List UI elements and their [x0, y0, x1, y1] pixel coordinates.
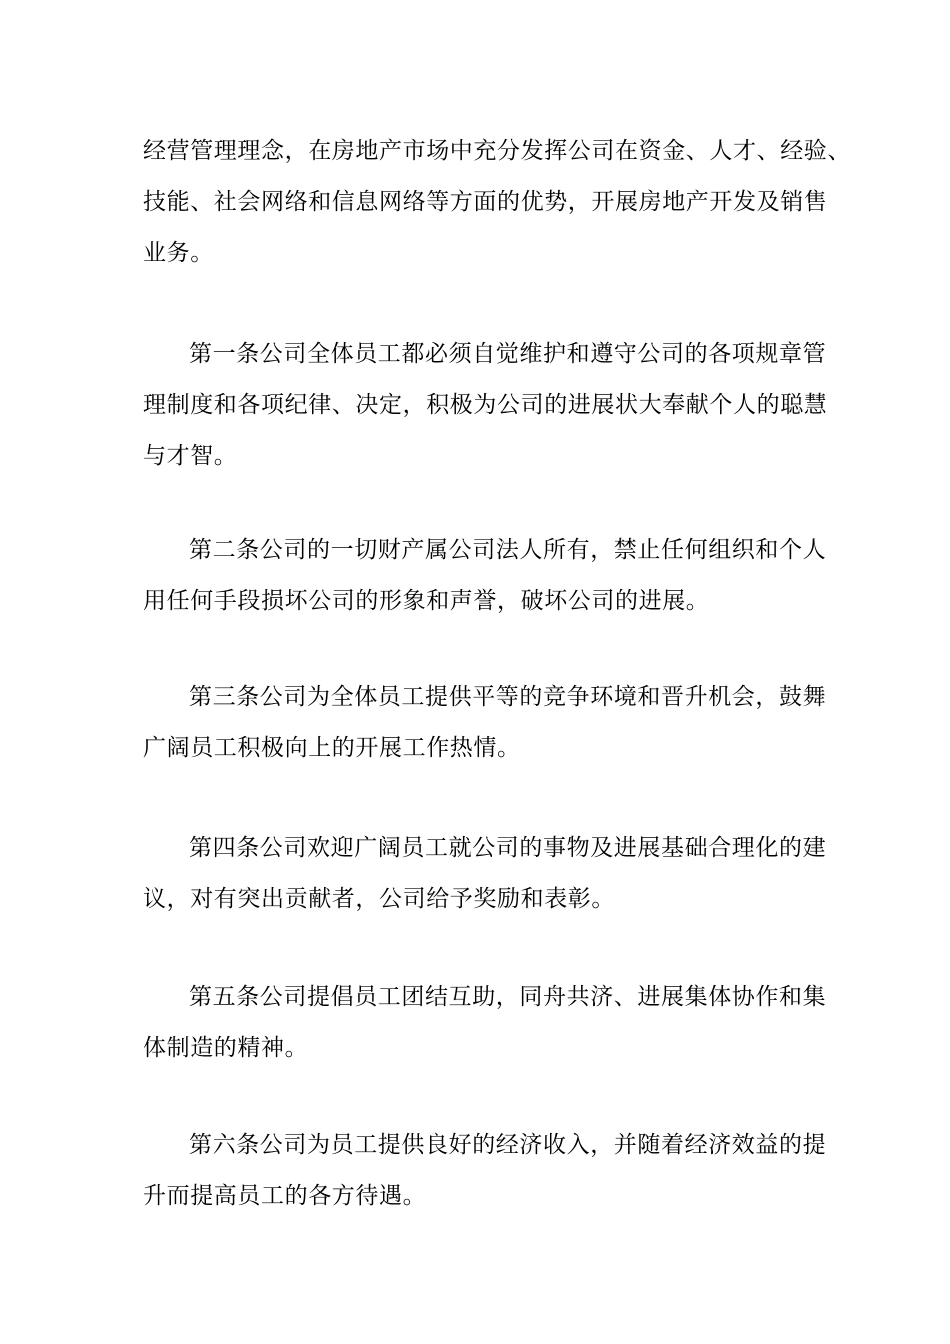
text-line: 第五条公司提倡员工团结互助，同舟共济、进展集体协作和集	[189, 984, 827, 1010]
paragraph-article-4	[143, 823, 828, 925]
text-line: 理制度和各项纪律、决定，积极为公司的进展状大奉献个人的聪慧	[143, 392, 828, 418]
text-line: 第三条公司为全体员工提供平等的竞争环境和晋升机会，鼓舞	[189, 684, 827, 710]
text-line: 业务。	[143, 240, 214, 266]
text-line: 体制造的精神。	[143, 1035, 309, 1061]
paragraph-article-5	[143, 972, 828, 1074]
text-line: 与才智。	[143, 443, 238, 469]
text-line: 第二条公司的一切财产属公司法人所有，禁止任何组织和个人	[189, 537, 827, 563]
text-line: 技能、社会网络和信息网络等方面的优势，开展房地产开发及销售	[143, 189, 828, 215]
text-line: 用任何手段损坏公司的形象和声誉，破坏公司的进展。	[143, 588, 710, 614]
text-line: 第四条公司欢迎广阔员工就公司的事物及进展基础合理化的建	[189, 835, 827, 861]
paragraph-article-3	[143, 672, 828, 774]
text-line: 经营管理理念，在房地产市场中充分发挥公司在资金、人才、经验、	[143, 138, 851, 164]
paragraph-article-6	[143, 1120, 828, 1222]
text-line: 第六条公司为员工提供良好的经济收入，并随着经济效益的提	[189, 1132, 827, 1158]
paragraph-article-2	[143, 525, 828, 627]
paragraph-intro-continuation	[143, 126, 851, 279]
text-line: 第一条公司全体员工都必须自觉维护和遵守公司的各项规章管	[189, 341, 827, 367]
paragraph-article-1	[143, 329, 828, 482]
text-line: 议，对有突出贡献者，公司给予奖励和表彰。	[143, 886, 615, 912]
text-line: 广阔员工积极向上的开展工作热情。	[143, 735, 521, 761]
text-line: 升而提高员工的各方待遇。	[143, 1183, 427, 1209]
